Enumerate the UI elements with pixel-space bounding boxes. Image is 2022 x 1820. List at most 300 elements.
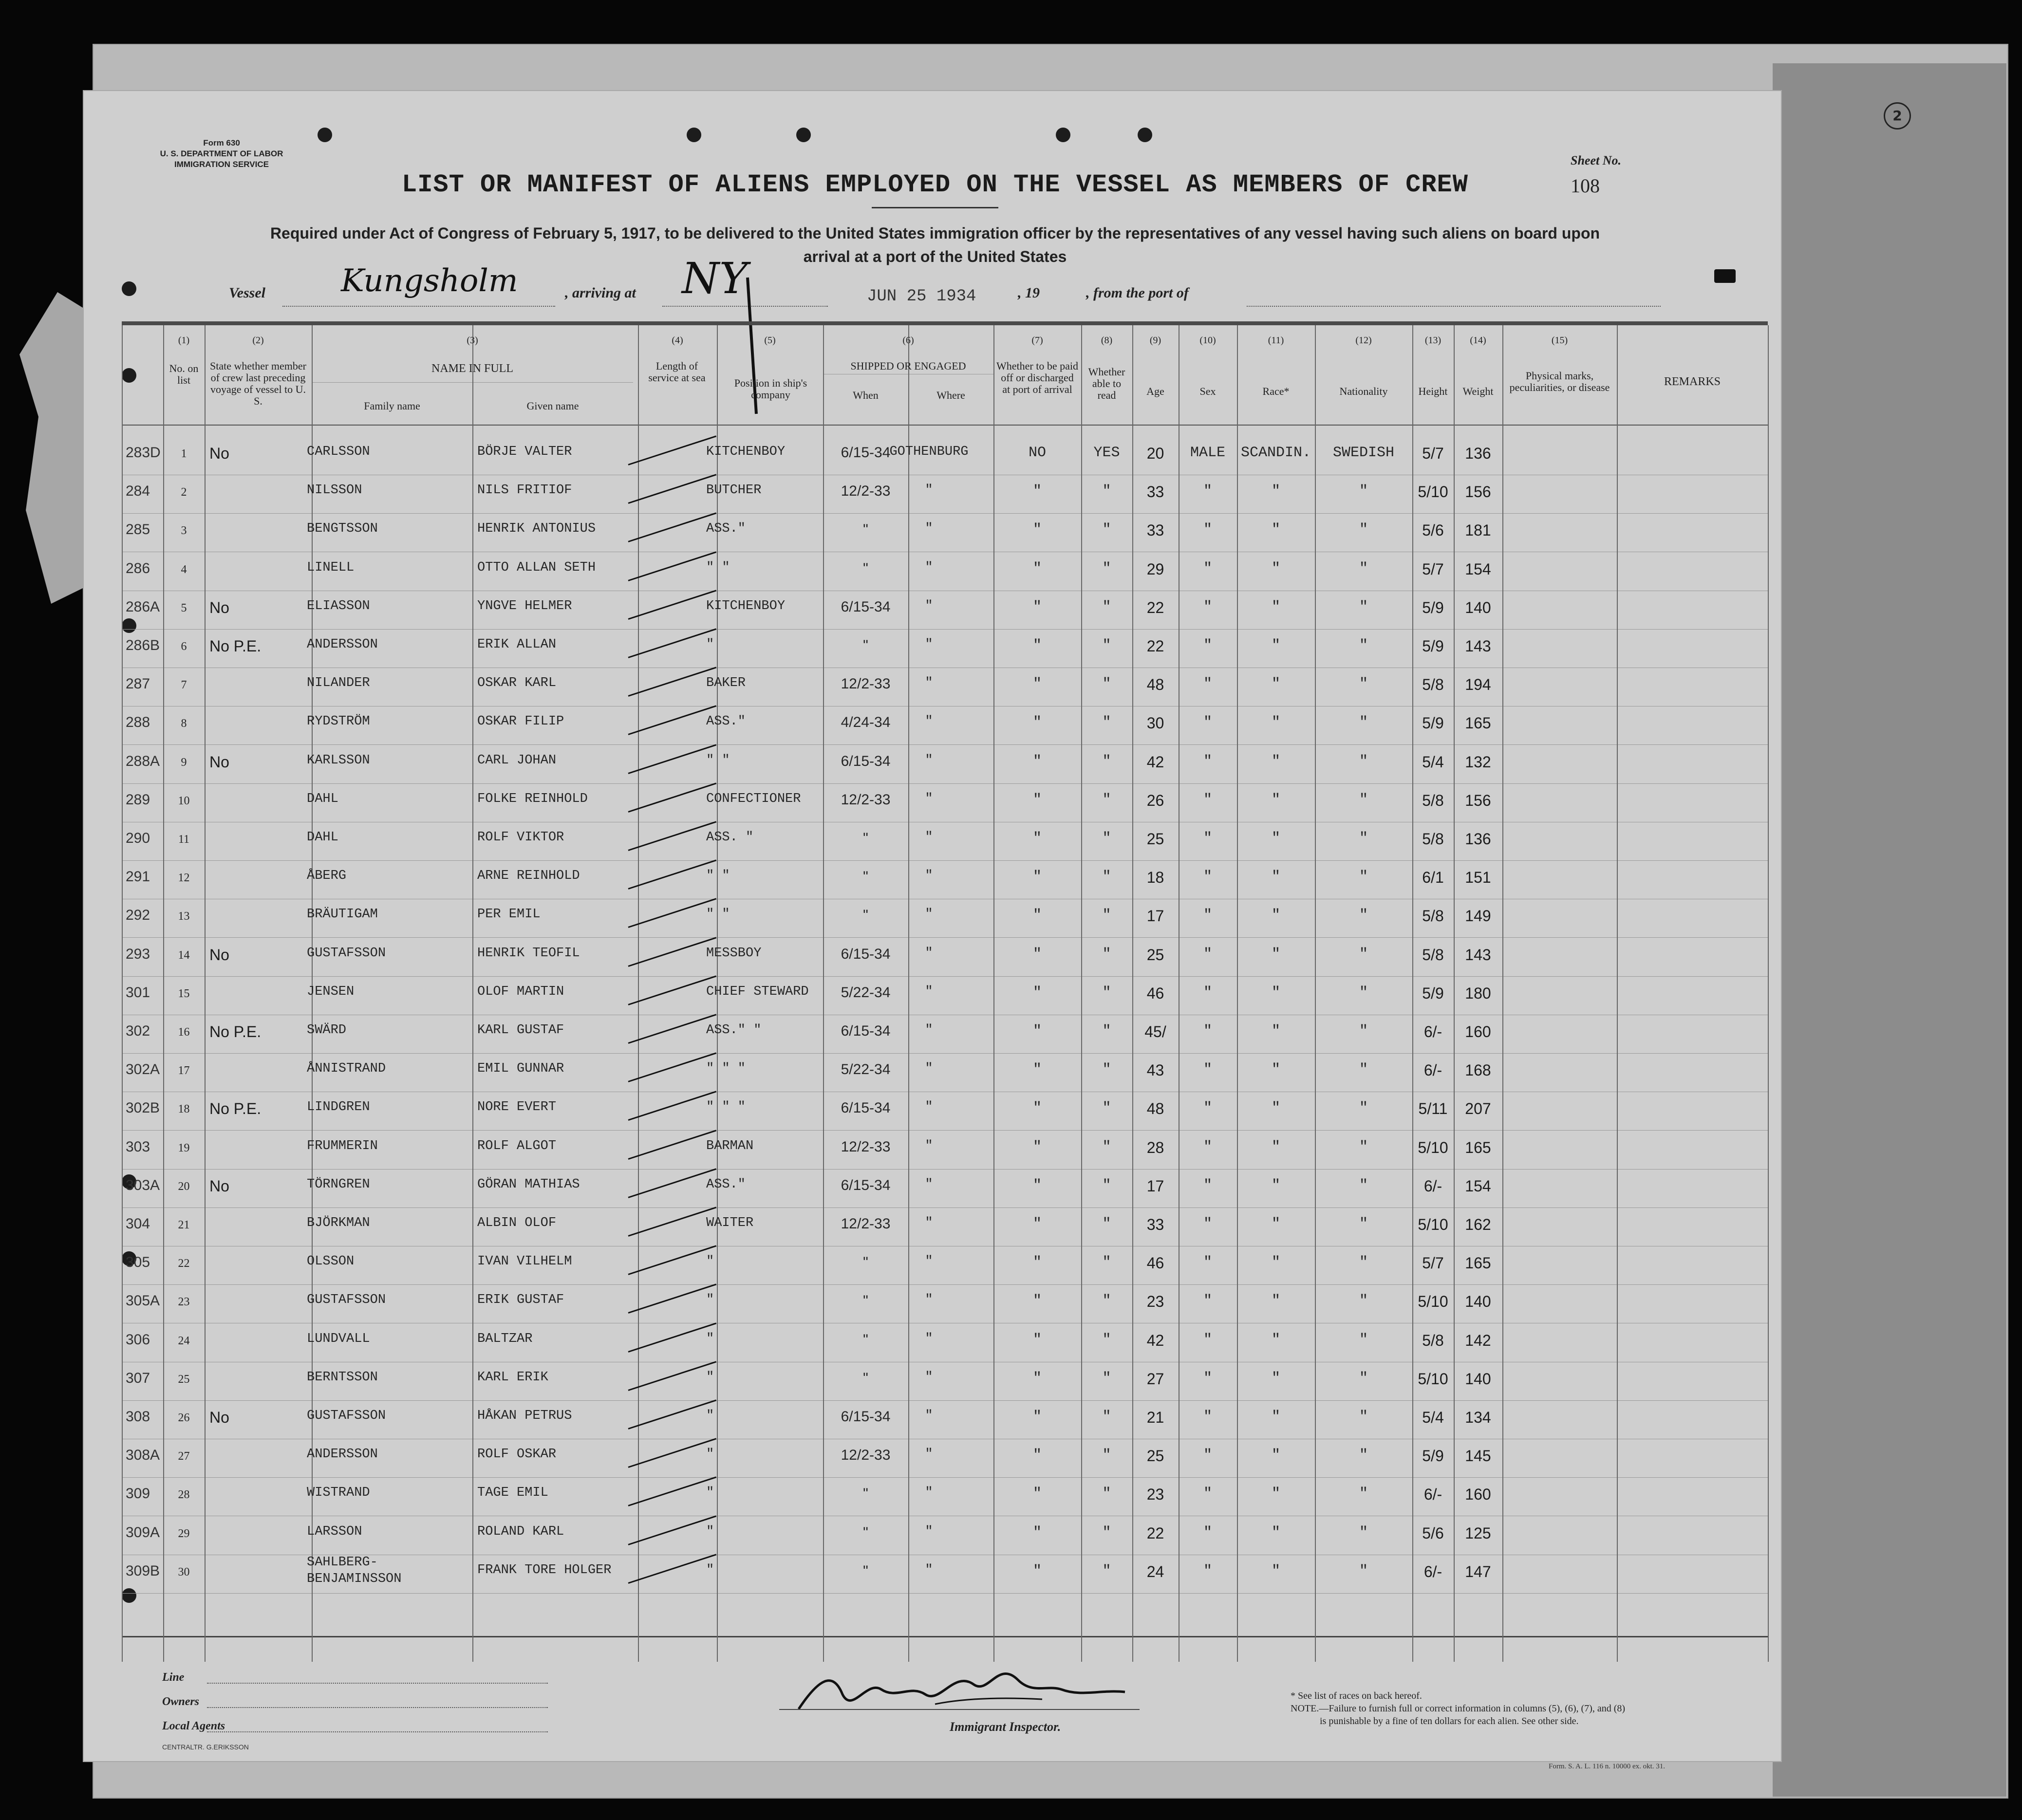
able-to-read: ": [1102, 483, 1111, 500]
sex: ": [1203, 1293, 1212, 1310]
race: ": [1271, 1100, 1280, 1117]
race: SCANDIN.: [1240, 445, 1311, 461]
nationality: ": [1359, 483, 1368, 500]
page-number: 302: [126, 1023, 150, 1039]
able-to-read: ": [1102, 984, 1111, 1001]
height: 5/10: [1418, 1293, 1448, 1311]
list-number: 15: [178, 987, 190, 1000]
nationality: ": [1359, 1293, 1368, 1310]
family-name: WISTRAND: [307, 1486, 370, 1501]
weight: 154: [1465, 560, 1491, 578]
shipped-when: 12/2-33: [841, 483, 891, 500]
page-number: 303: [126, 1138, 150, 1155]
height: 5/9: [1422, 637, 1444, 655]
able-to-read: YES: [1093, 445, 1120, 461]
shipped-where: ": [925, 1100, 933, 1115]
weight: 145: [1465, 1447, 1491, 1465]
age: 48: [1146, 1100, 1164, 1118]
form-reference: [129, 138, 314, 170]
hdr-name-in-full: NAME IN FULL: [431, 362, 513, 375]
page-number: 287: [126, 676, 150, 692]
paid-off: ": [1032, 1138, 1042, 1155]
paid-off: NO: [1028, 445, 1046, 461]
able-to-read: ": [1102, 1331, 1111, 1348]
position: " " ": [706, 1061, 746, 1077]
list-number: 30: [178, 1565, 190, 1579]
shipped-where: ": [925, 1293, 933, 1308]
page-number: 303A: [126, 1177, 160, 1193]
shipped-where: ": [925, 753, 933, 768]
age: 27: [1146, 1370, 1164, 1388]
local-agents-field: [207, 1731, 548, 1732]
page-number: 309: [126, 1486, 150, 1502]
weight: 165: [1465, 714, 1491, 732]
shipped-where: ": [925, 1216, 933, 1230]
sex: ": [1203, 1100, 1212, 1117]
position: " ": [706, 869, 730, 884]
punch-hole: [122, 281, 136, 296]
sex: ": [1203, 1447, 1212, 1464]
age: 46: [1146, 984, 1164, 1002]
able-to-read: ": [1102, 1216, 1111, 1232]
position: ASS.": [706, 714, 746, 729]
page-number: 292: [126, 907, 150, 924]
arriving-port: NY: [682, 253, 748, 303]
punch-hole: [1138, 128, 1152, 142]
paid-off: ": [1032, 560, 1042, 577]
family-name: BERNTSSON: [307, 1370, 378, 1385]
hdr-physical-marks: Physical marks, peculiarities, or disease: [1509, 370, 1610, 393]
hdr-no-on-list: No. on list: [169, 362, 199, 386]
race: ": [1271, 1562, 1280, 1579]
race: ": [1271, 946, 1280, 963]
paid-off: ": [1032, 1293, 1042, 1310]
sex: ": [1203, 1216, 1212, 1232]
nationality: ": [1359, 1138, 1368, 1155]
page-number: 307: [126, 1370, 150, 1386]
position: ": [706, 1447, 714, 1462]
page-number: 283D: [126, 445, 161, 461]
weight: 132: [1465, 753, 1491, 771]
family-name: ÅNNISTRAND: [307, 1061, 386, 1077]
hdr-race: Race*: [1262, 385, 1290, 397]
paid-off: ": [1032, 1331, 1042, 1348]
shipped-when: 6/15-34: [841, 598, 891, 615]
race: ": [1271, 791, 1280, 808]
list-number: 11: [178, 833, 190, 846]
shipped-when: 6/15-34: [841, 1177, 891, 1193]
paid-off: ": [1032, 1486, 1042, 1503]
position: " ": [706, 753, 730, 768]
row-rule: [122, 1130, 1768, 1131]
position: ASS." ": [706, 1023, 762, 1038]
height: 5/8: [1422, 1331, 1444, 1349]
list-number: 2: [181, 486, 187, 499]
sex: ": [1203, 1138, 1212, 1155]
shipped-where: ": [925, 1254, 933, 1269]
able-to-read: ": [1102, 791, 1111, 808]
colnum-11: (11): [1268, 335, 1284, 346]
previous-voyage: No: [209, 1409, 229, 1426]
shipped-where: ": [925, 483, 933, 498]
paid-off: ": [1032, 1177, 1042, 1194]
age: 33: [1146, 1216, 1164, 1233]
list-number: 24: [178, 1334, 190, 1347]
paid-off: ": [1032, 830, 1042, 847]
sex: ": [1203, 1331, 1212, 1348]
race: ": [1271, 676, 1280, 693]
shipped-when: 6/15-34: [841, 753, 891, 769]
family-name: CARLSSON: [307, 445, 370, 459]
able-to-read: ": [1102, 714, 1111, 731]
age: 43: [1146, 1061, 1164, 1079]
sheet-no-label: Sheet No.: [1571, 153, 1621, 167]
race: ": [1271, 1061, 1280, 1078]
colnum-10: (10): [1199, 335, 1216, 346]
shipped-where: ": [925, 676, 933, 691]
shipped-where: ": [925, 521, 933, 537]
paid-off: ": [1032, 1562, 1042, 1579]
hdr-nationality: Nationality: [1339, 385, 1388, 397]
height: 5/7: [1422, 1254, 1444, 1272]
height: 6/1: [1422, 869, 1444, 887]
paid-off: ": [1032, 1447, 1042, 1464]
form-print-code: Form. S. A. L. 116 n. 10000 ex. okt. 31.: [1549, 1763, 1666, 1770]
weight: 125: [1465, 1524, 1491, 1542]
hdr-age: Age: [1146, 385, 1164, 397]
sex: ": [1203, 1524, 1212, 1541]
shipped-where: ": [925, 830, 933, 845]
race: ": [1271, 521, 1280, 539]
list-number: 10: [178, 794, 190, 807]
page-number: 301: [126, 984, 150, 1001]
given-name: CARL JOHAN: [477, 753, 557, 768]
colnum-2: (2): [252, 335, 264, 346]
weight: 207: [1465, 1100, 1491, 1118]
weight: 142: [1465, 1331, 1491, 1349]
able-to-read: ": [1102, 946, 1111, 963]
colnum-13: (13): [1424, 335, 1442, 346]
family-name: SWÄRD: [307, 1023, 347, 1038]
hdr-able-read: Whether able to read: [1088, 366, 1125, 401]
weight: 143: [1465, 946, 1491, 964]
family-name: RYDSTRÖM: [307, 714, 370, 729]
given-name: NILS FRITIOF: [477, 483, 572, 498]
shipped-where: ": [925, 1562, 933, 1578]
punch-hole: [1056, 128, 1070, 142]
given-name: GÖRAN MATHIAS: [477, 1177, 580, 1192]
shipped-when: ": [863, 830, 868, 846]
nationality: ": [1359, 1486, 1368, 1503]
position: " ": [706, 907, 730, 922]
hdr-sex: Sex: [1199, 385, 1216, 397]
line-field: [207, 1683, 548, 1684]
list-number: 20: [178, 1180, 190, 1193]
colnum-1: (1): [178, 335, 190, 346]
local-agents-label: Local Agents: [162, 1720, 225, 1732]
shipped-when: 12/2-33: [841, 1216, 891, 1232]
weight: 143: [1465, 637, 1491, 655]
able-to-read: ": [1102, 753, 1111, 770]
row-rule: [122, 513, 1768, 514]
weight: 165: [1465, 1254, 1491, 1272]
shipped-where: ": [925, 714, 933, 729]
family-name: TÖRNGREN: [307, 1177, 370, 1192]
age: 25: [1146, 830, 1164, 848]
row-rule: [122, 1477, 1768, 1478]
given-name: ROLAND KARL: [477, 1524, 564, 1539]
page-number: 291: [126, 869, 150, 885]
page-number: 308A: [126, 1447, 160, 1464]
race: ": [1271, 869, 1280, 886]
note-failure: NOTE.—Failure to furnish full or correct information in columns (5), (6), (7), and (8): [1291, 1703, 1626, 1714]
sex: ": [1203, 1370, 1212, 1387]
page-number: 289: [126, 791, 150, 808]
age: 23: [1146, 1293, 1164, 1311]
list-number: 9: [181, 756, 187, 769]
age: 45/: [1144, 1023, 1166, 1040]
height: 5/8: [1422, 907, 1444, 925]
colnum-3: (3): [467, 335, 478, 346]
hdr-weight: Weight: [1462, 385, 1494, 397]
age: 22: [1146, 637, 1164, 655]
shipped-when: 12/2-33: [841, 1447, 891, 1464]
list-number: 5: [181, 601, 187, 614]
sex: ": [1203, 830, 1212, 847]
able-to-read: ": [1102, 1524, 1111, 1541]
able-to-read: ": [1102, 637, 1111, 654]
height: 5/8: [1422, 676, 1444, 694]
given-name: EMIL GUNNAR: [477, 1061, 564, 1077]
shipped-when: 4/24-34: [841, 714, 891, 731]
previous-voyage: No: [209, 753, 229, 771]
shipped-where: ": [925, 560, 933, 575]
line-label: Line: [162, 1671, 185, 1684]
family-name: JENSEN: [307, 984, 355, 999]
nationality: ": [1359, 830, 1368, 847]
date-stamp: JUN 25 1934: [867, 287, 976, 306]
weight: 160: [1465, 1486, 1491, 1504]
nationality: ": [1359, 1254, 1368, 1271]
position: ": [706, 1331, 714, 1346]
shipped-when: ": [863, 907, 868, 924]
position: ": [706, 1562, 714, 1578]
race: ": [1271, 1409, 1280, 1425]
nationality: ": [1359, 637, 1368, 654]
paid-off: ": [1032, 598, 1042, 615]
height: 5/11: [1418, 1100, 1448, 1118]
age: 33: [1146, 483, 1164, 501]
family-name: OLSSON: [307, 1254, 355, 1269]
race: ": [1271, 1138, 1280, 1155]
paid-off: ": [1032, 676, 1042, 693]
list-number: 8: [181, 717, 187, 730]
nationality: ": [1359, 1023, 1368, 1040]
punch-hole: [122, 618, 136, 633]
page-number: 302B: [126, 1100, 160, 1116]
given-name: ROLF VIKTOR: [477, 830, 564, 845]
previous-voyage: No: [209, 598, 229, 616]
height: 6/-: [1423, 1061, 1442, 1079]
row-rule: [122, 1169, 1768, 1170]
page-number: 309B: [126, 1562, 160, 1579]
position: KITCHENBOY: [706, 445, 786, 459]
page-number: 288A: [126, 753, 160, 769]
age: 48: [1146, 676, 1164, 694]
colnum-8: (8): [1101, 335, 1113, 346]
inspector-signature: [789, 1651, 1130, 1724]
age: 17: [1146, 1177, 1164, 1195]
colnum-5: (5): [764, 335, 776, 346]
family-name: ANDERSSON: [307, 637, 378, 652]
given-name: YNGVE HELMER: [477, 598, 572, 613]
colnum-14: (14): [1470, 335, 1486, 346]
immigrant-inspector-label: Immigrant Inspector.: [950, 1720, 1061, 1734]
position: ": [706, 1409, 714, 1423]
punch-hole: [796, 128, 811, 142]
able-to-read: ": [1102, 869, 1111, 886]
age: 22: [1146, 598, 1164, 616]
able-to-read: ": [1102, 1447, 1111, 1464]
shipped-where: ": [925, 598, 933, 613]
sex: ": [1203, 984, 1212, 1001]
height: 5/9: [1422, 714, 1444, 732]
family-name: ANDERSSON: [307, 1447, 378, 1462]
paid-off: ": [1032, 1524, 1042, 1541]
position: KITCHENBOY: [706, 598, 786, 613]
page-number: 308: [126, 1409, 150, 1425]
sex: ": [1203, 637, 1212, 654]
underlying-pages: [1773, 63, 2006, 1797]
race: ": [1271, 1216, 1280, 1232]
sex: ": [1203, 869, 1212, 886]
able-to-read: ": [1102, 1486, 1111, 1503]
given-name: BALTZAR: [477, 1331, 533, 1346]
race: ": [1271, 714, 1280, 731]
family-name: NILSSON: [307, 483, 362, 498]
nationality: ": [1359, 1524, 1368, 1541]
nationality: ": [1359, 791, 1368, 808]
page-number: 290: [126, 830, 150, 846]
service-name: IMMIGRATION SERVICE: [174, 160, 269, 169]
position: " " ": [706, 1100, 746, 1115]
age: 18: [1146, 869, 1164, 887]
colnum-15: (15): [1551, 335, 1568, 346]
row-rule: [122, 629, 1768, 630]
age: 17: [1146, 907, 1164, 925]
paid-off: ": [1032, 791, 1042, 808]
given-name: PER EMIL: [477, 907, 541, 922]
given-name: TAGE EMIL: [477, 1486, 548, 1501]
previous-voyage: No: [209, 445, 229, 462]
nationality: ": [1359, 1409, 1368, 1425]
shipped-when: ": [863, 560, 868, 576]
given-name: KARL GUSTAF: [477, 1023, 564, 1038]
given-name: OSKAR FILIP: [477, 714, 564, 729]
position: ASS. ": [706, 830, 754, 845]
age: 29: [1146, 560, 1164, 578]
list-number: 21: [178, 1219, 190, 1231]
given-name: FRANK TORE HOLGER: [477, 1562, 612, 1578]
list-number: 6: [181, 640, 187, 653]
age: 30: [1146, 714, 1164, 732]
list-number: 19: [178, 1141, 190, 1154]
height: 5/7: [1422, 445, 1444, 462]
sex: ": [1203, 1061, 1212, 1078]
race: ": [1271, 1370, 1280, 1387]
list-number: 22: [178, 1257, 190, 1270]
paid-off: ": [1032, 637, 1042, 654]
punch-hole: [122, 368, 136, 383]
race: ": [1271, 1023, 1280, 1040]
position: ": [706, 637, 714, 652]
form-number: Form 630: [203, 138, 240, 148]
age: 25: [1146, 946, 1164, 964]
list-number: 13: [178, 910, 190, 923]
hdr-remarks: REMARKS: [1664, 375, 1721, 388]
shipped-when: 12/2-33: [841, 1138, 891, 1155]
race: ": [1271, 483, 1280, 500]
height: 5/8: [1422, 791, 1444, 809]
family-name: DAHL: [307, 791, 338, 806]
given-name: ERIK ALLAN: [477, 637, 557, 652]
height: 5/10: [1418, 1138, 1448, 1156]
weight: 136: [1465, 445, 1491, 462]
nationality: ": [1359, 676, 1368, 693]
able-to-read: ": [1102, 1370, 1111, 1387]
shipped-when: ": [863, 1370, 868, 1386]
shipped-where: ": [925, 1370, 933, 1385]
shipped-when: ": [863, 1562, 868, 1579]
position: BUTCHER: [706, 483, 762, 498]
page-number: 286: [126, 560, 150, 576]
race: ": [1271, 1486, 1280, 1503]
family-name: GUSTAFSSON: [307, 1409, 386, 1423]
shipped-where: ": [925, 907, 933, 922]
able-to-read: ": [1102, 1138, 1111, 1155]
age: 25: [1146, 1447, 1164, 1465]
col-divider: [472, 325, 473, 1662]
page-number: 285: [126, 521, 150, 538]
page-number: 306: [126, 1331, 150, 1348]
position: WAITER: [706, 1216, 754, 1230]
position: ASS.": [706, 521, 746, 537]
row-rule: [122, 1207, 1768, 1208]
given-name: HÅKAN PETRUS: [477, 1409, 572, 1423]
from-port-label: , from the port of: [1086, 285, 1189, 301]
row-rule: [122, 976, 1768, 977]
row-rule: [122, 860, 1768, 861]
weight: 140: [1465, 598, 1491, 616]
weight: 149: [1465, 907, 1491, 925]
race: ": [1271, 753, 1280, 770]
shipped-where: ": [925, 1023, 933, 1038]
given-name: ROLF OSKAR: [477, 1447, 557, 1462]
position: ": [706, 1370, 714, 1385]
nationality: ": [1359, 984, 1368, 1001]
list-number: 14: [178, 948, 190, 962]
position: CHIEF STEWARD: [706, 984, 809, 999]
position: MESSBOY: [706, 946, 762, 961]
colnum-9: (9): [1149, 335, 1161, 346]
position: BARMAN: [706, 1138, 754, 1153]
weight: 140: [1465, 1370, 1491, 1388]
owners-label: Owners: [162, 1695, 200, 1708]
page-subtitle: [156, 222, 1714, 268]
page-number: 286A: [126, 598, 160, 615]
col-divider: [1768, 325, 1769, 1662]
able-to-read: ": [1102, 1061, 1111, 1078]
